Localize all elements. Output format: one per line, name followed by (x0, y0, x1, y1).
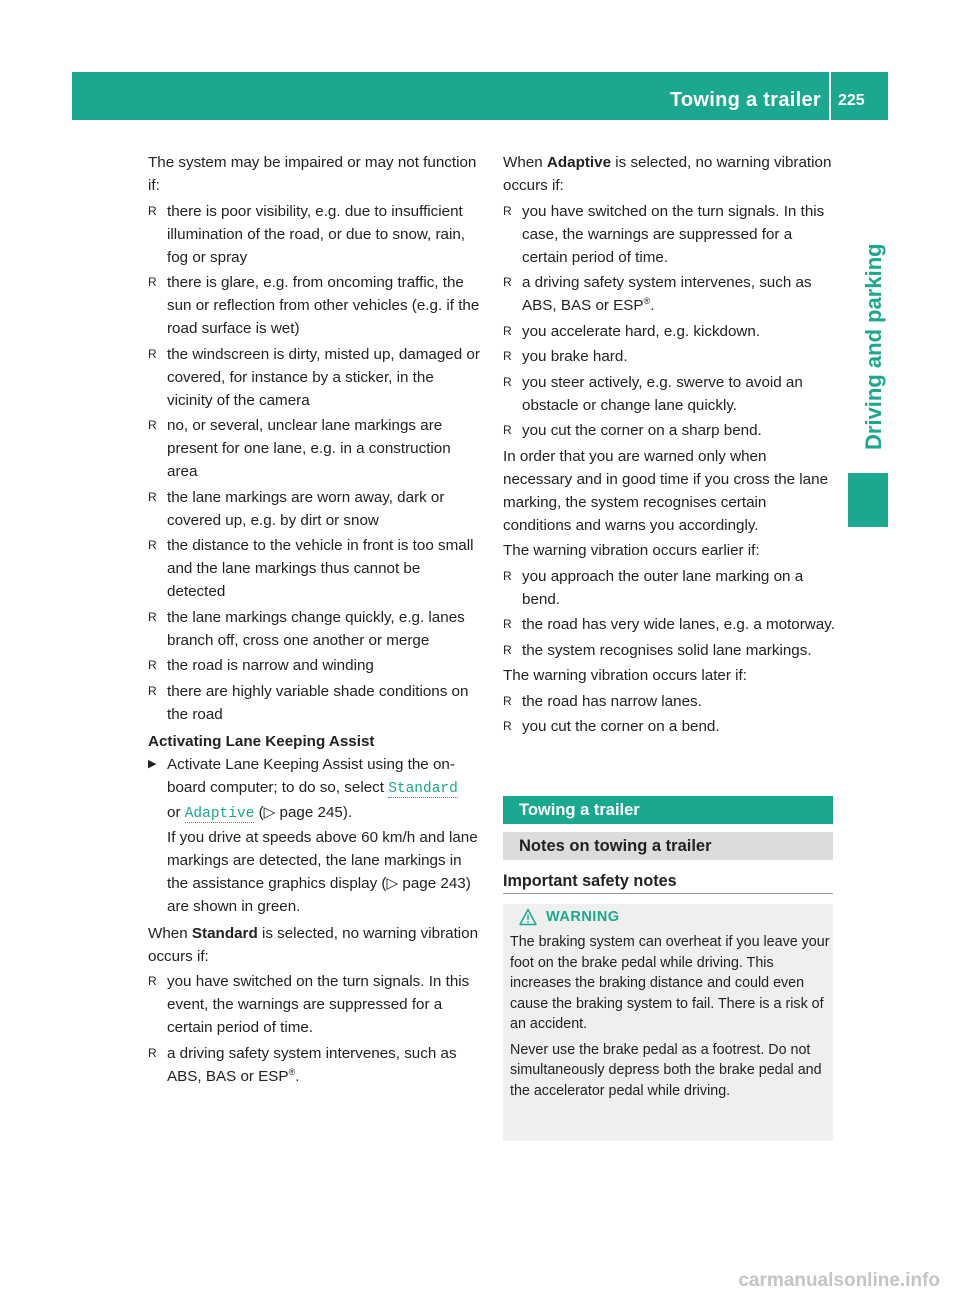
list-item: R the road is narrow and winding (148, 654, 480, 677)
intro-paragraph: The system may be impaired or may not function if: (148, 154, 477, 194)
list-item: R the windscreen is dirty, misted up, damaged or covered, for instance by a sticker, in the vicinity of the camera (148, 343, 480, 412)
bullet-icon: R (503, 349, 512, 363)
list-item: R the lane markings are worn away, dark or covered up, e.g. by dirt or snow (148, 486, 480, 532)
warning-triangle-icon (519, 908, 537, 926)
bullet-icon: R (148, 275, 157, 289)
bullet-icon: R (148, 346, 157, 361)
bullet-icon: R (148, 974, 157, 988)
list-item: R you cut the corner on a bend. (503, 715, 835, 738)
list-item: R you brake hard. (503, 345, 835, 368)
page-reference[interactable]: (▷ page 245). (254, 803, 353, 821)
step-result-text: If you drive at speeds above 60 km/h and lane markings are detected, the lane markings in the assistance graphics display (▷ page 243) are shown in green. (167, 828, 478, 915)
bullet-icon: R (503, 568, 512, 583)
side-tab-label: Driving and parking (861, 243, 886, 450)
adaptive-option-link[interactable]: Adaptive (184, 805, 255, 822)
bullet-icon: R (503, 642, 512, 657)
bullet-icon: R (503, 203, 512, 218)
warning-paragraph: Never use the brake pedal as a footrest. Do not simultaneously depress both the brake pedal and the accelerator pedal while driving. (510, 1041, 822, 1099)
warning-body (510, 932, 830, 1106)
list-item: R you steer actively, e.g. swerve to avoid an obstacle or change lane quickly. (503, 371, 835, 417)
list-item: R you approach the outer lane marking on a bend. (503, 565, 835, 611)
list-item: R the road has narrow lanes. (503, 690, 835, 713)
safety-heading: Important safety notes (503, 872, 677, 890)
order-paragraph: In order that you are warned only when necessary and in good time if you cross the lane marking, the system recognises certain conditions and warns you accordingly. (503, 447, 829, 534)
list-item: R no, or several, unclear lane markings are present for one lane, e.g. in a construction area (148, 414, 480, 483)
heading-rule (503, 893, 833, 894)
header-title: Towing a trailer (669, 89, 821, 111)
list-item: R you have switched on the turn signals. In this case, the warnings are suppressed for a certain period of time. (503, 200, 835, 269)
subsection-title: Notes on towing a trailer (519, 837, 712, 855)
bullet-icon: R (148, 418, 157, 432)
list-item: R the road has very wide lanes, e.g. a motorway. (503, 613, 835, 636)
side-tab-marker (848, 473, 888, 527)
bullet-icon: R (148, 489, 157, 504)
bullet-icon: R (503, 374, 512, 389)
step-arrow-icon: ▶ (148, 757, 157, 770)
bullet-icon: R (148, 1045, 157, 1060)
activating-heading: Activating Lane Keeping Assist (148, 732, 375, 750)
list-item: R you accelerate hard, e.g. kickdown. (503, 320, 835, 343)
right-column (503, 151, 835, 741)
bullet-icon: R (148, 538, 157, 552)
list-item: R a driving safety system intervenes, such as ABS, BAS or ESP®. (148, 1042, 480, 1088)
bullet-icon: R (503, 423, 512, 437)
list-item: R you cut the corner on a sharp bend. (503, 419, 835, 442)
list-item: R you have switched on the turn signals. In this event, the warnings are suppressed for a certain period of time. (148, 970, 480, 1039)
bullet-icon: R (503, 693, 512, 708)
list-item: R a driving safety system intervenes, such as ABS, BAS or ESP®. (503, 271, 835, 317)
section-title: Towing a trailer (519, 801, 640, 819)
warning-title: WARNING (546, 909, 620, 925)
left-column (148, 151, 480, 1090)
bullet-icon: R (148, 683, 157, 698)
bullet-icon: R (148, 203, 157, 218)
list-item: R the distance to the vehicle in front is too small and the lane markings thus cannot be detected (148, 534, 480, 603)
bullet-icon: R (148, 609, 157, 624)
list-item: R there is poor visibility, e.g. due to insufficient illumination of the road, or due to snow, rain, fog or spray (148, 200, 480, 269)
bullet-icon: R (503, 617, 512, 631)
standard-option-link[interactable]: Standard (388, 780, 458, 797)
warning-paragraph: The braking system can overheat if you leave your foot on the brake pedal while driving. This increases the braking distance and could even cause the braking system to fail. There is a risk of an accident. (510, 934, 830, 1032)
list-item: R there are highly variable shade conditions on the road (148, 680, 480, 726)
earlier-intro: The warning vibration occurs earlier if: (503, 542, 760, 559)
bullet-icon: R (503, 275, 512, 289)
impaired-list (148, 200, 480, 726)
step-item: ▶ Activate Lane Keeping Assist using the on-board computer; to do so, select Standard or Adaptive (▷ page 245). If you drive at speeds above 60 km/h and lane markings are detected, the lane markings in the assistance graphics display (▷ page 243) are shown in green. (148, 753, 480, 918)
footer-watermark: carmanualsonline.info (738, 1270, 940, 1291)
header-divider (829, 72, 831, 120)
bullet-icon: R (503, 323, 512, 338)
list-item: R the lane markings change quickly, e.g. lanes branch off, cross one another or merge (148, 606, 480, 652)
list-item: R there is glare, e.g. from oncoming traffic, the sun or reflection from other vehicles (e.g. if the road surface is wet) (148, 271, 480, 340)
adaptive-paragraph: When Adaptive is selected, no warning vibration occurs if: (503, 154, 832, 194)
list-item: R the system recognises solid lane markings. (503, 639, 835, 662)
side-tab (848, 243, 888, 450)
bullet-icon: R (503, 719, 512, 733)
standard-paragraph: When Standard is selected, no warning vibration occurs if: (148, 924, 479, 965)
bullet-icon: R (148, 658, 157, 672)
page-number: 225 (838, 92, 865, 109)
later-intro: The warning vibration occurs later if: (503, 667, 747, 684)
